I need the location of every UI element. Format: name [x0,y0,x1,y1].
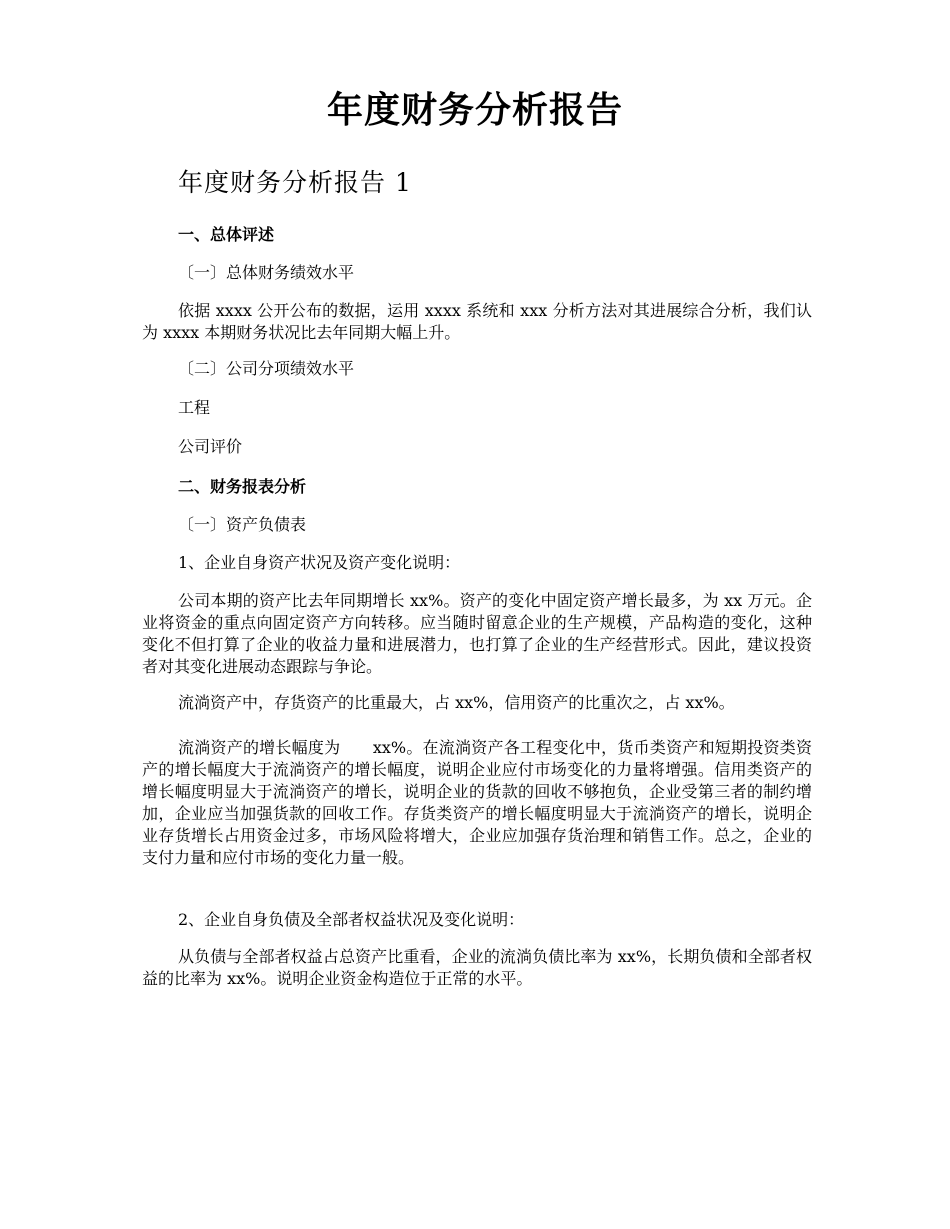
section-heading: 年度财务分析报告 1 [178,168,412,197]
item-liabilities-status: 2、企业自身负债及全部者权益状况及变化说明： [178,910,525,929]
paragraph-current-assets-ratio: 流淌资产中，存货资产的比重最大，占 xx%，信用资产的比重次之，占 xx%。 [178,693,735,712]
label-company-evaluation: 公司评价 [178,437,243,456]
paragraph-assets-change: 公司本期的资产比去年同期增长 xx%。资产的变化中固定资产增长最多，为 xx 万元。企业将资金的重点向固定资产方向转移。应当随时留意企业的生产规模，产品构造的变化，这种变化不但打算了企业的收益力量和进展潜力，也打算了企业的生产经营形式。因此，建议投资者对其变化进展动态跟踪与争论。 [142,591,812,676]
subheading-item-performance: 〔二〕公司分项绩效水平 [178,359,355,378]
subheading-overall-performance: 〔一〕总体财务绩效水平 [178,263,355,282]
paragraph-overall-performance: 依据 xxxx 公开公布的数据，运用 xxxx 系统和 xxx 分析方法对其进展综合分析，我们认为 xxxx 本期财务状况比去年同期大幅上升。 [142,301,812,342]
label-project: 工程 [178,398,211,417]
heading-overview: 一、总体评述 [178,225,275,244]
paragraph-current-assets-growth: 流淌资产的增长幅度为 xx%。在流淌资产各工程变化中，货币类资产和短期投资类资产的增长幅度大于流淌资产的增长幅度，说明企业应付市场变化的力量将增强。信用类资产的增长幅度明显大于流淌资产的增长，说明企业的货款的回收不够抱负，企业受第三者的制约增加，企业应当加强货款的回收工作。存货类资产的增长幅度明显大于流淌资产的增长，说明企业存货增长占用资金过多，市场风险将增大，企业应加强存货治理和销售工作。总之，企业的支付力量和应付市场的变化力量一般。 [142,738,812,867]
subheading-balance-sheet: 〔一〕资产负债表 [178,515,307,534]
heading-statement-analysis: 二、财务报表分析 [178,477,307,496]
paragraph-liabilities-ratio: 从负债与全部者权益占总资产比重看，企业的流淌负债比率为 xx%，长期负债和全部者权益的比率为 xx%。说明企业资金构造位于正常的水平。 [142,947,812,988]
document-title: 年度财务分析报告 [326,89,623,131]
item-assets-status: 1、企业自身资产状况及资产变化说明： [178,553,461,572]
